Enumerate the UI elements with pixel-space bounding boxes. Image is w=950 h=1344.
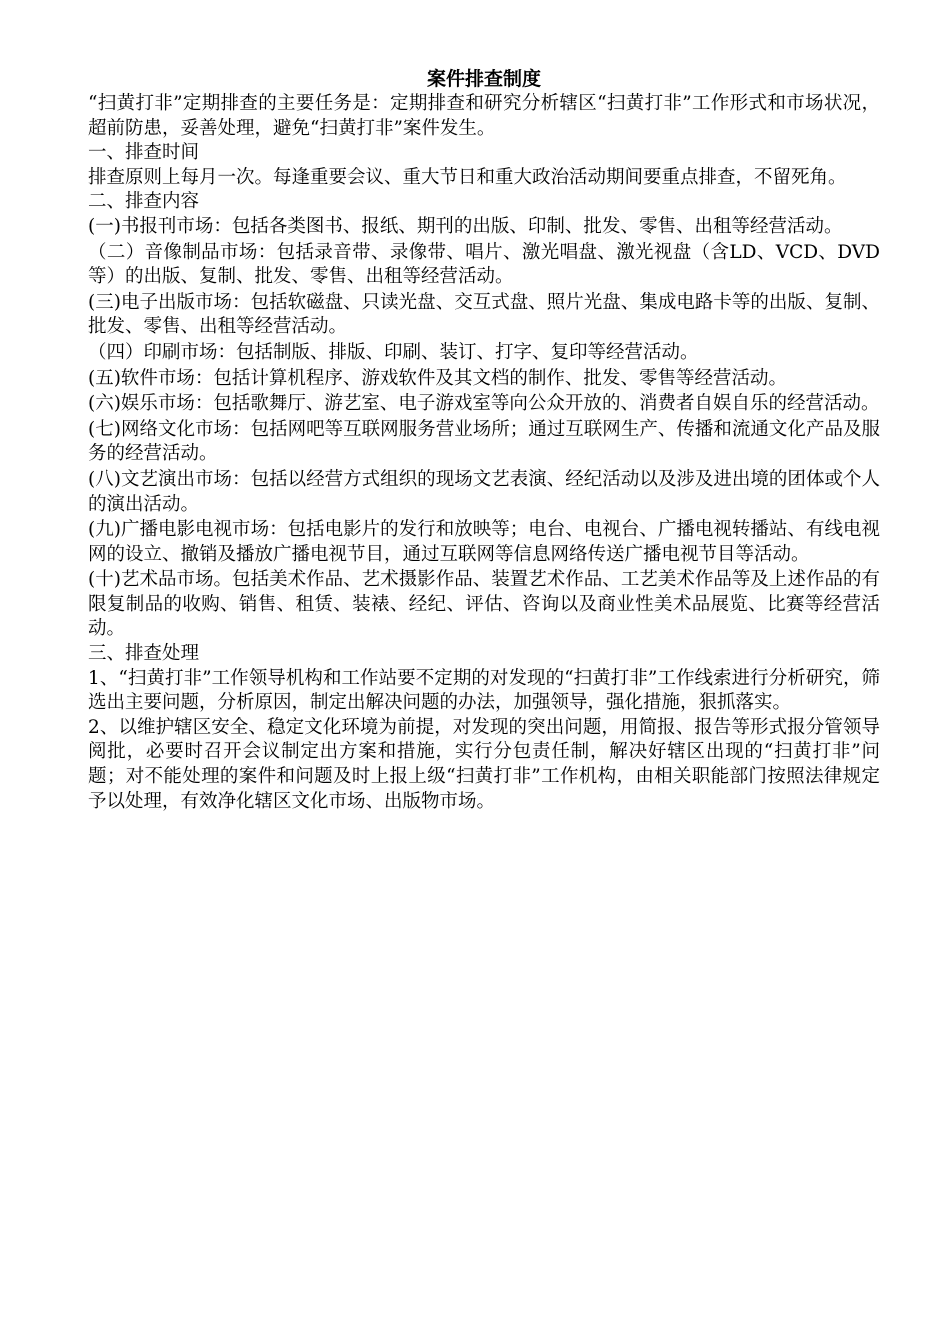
document-page [88,66,880,814]
content-item-art: (十)艺术品市场。包括美术作品、艺术摄影作品、装置艺术作品、工艺美术作品等及上述作品的有限复制品的收购、销售、租赁、装裱、经纪、评估、咨询以及商业性美术品展览、比赛等经营活动。 [88,569,880,640]
content-item-books: (一)书报刊市场：包括各类图书、报纸、期刊的出版、印制、批发、零售、出租等经营活动。 [88,215,843,237]
content-item-performance: (八)文艺演出市场：包括以经营方式组织的现场文艺表演、经纪活动以及涉及进出境的团体或个人的演出活动。 [88,468,880,515]
content-item-audio-video: （二）音像制品市场：包括录音带、录像带、唱片、激光唱盘、激光视盘（含LD、VCD、DVD等）的出版、复制、批发、零售、出租等经营活动。 [88,241,880,288]
time-paragraph: 排查原则上每月一次。每逢重要会议、重大节日和重大政治活动期间要重点排查，不留死角。 [88,166,847,188]
content-item-broadcast: (九)广播电影电视市场：包括电影片的发行和放映等；电台、电视台、广播电视转播站、有线电视网的设立、撤销及播放广播电视节目，通过互联网等信息网络传送广播电视节目等活动。 [88,519,880,565]
section-heading-time: 一、排查时间 [88,142,200,164]
content-item-network: (七)网络文化市场：包括网吧等互联网服务营业场所；通过互联网生产、传播和流通文化产品及服务的经营活动。 [88,418,880,465]
content-item-software: (五)软件市场：包括计算机程序、游戏软件及其文档的制作、批发、零售等经营活动。 [88,367,787,389]
content-item-printing: （四）印刷市场：包括制版、排版、印刷、装订、打字、复印等经营活动。 [88,341,699,363]
document-title: 案件排查制度 [426,68,541,90]
section-heading-content: 二、排查内容 [88,191,200,213]
content-item-entertainment: (六)娱乐市场：包括歌舞厅、游艺室、电子游戏室等向公众开放的、消费者自娱自乐的经营活动。 [88,393,880,415]
content-item-electronic: (三)电子出版市场：包括软磁盘、只读光盘、交互式盘、照片光盘、集成电路卡等的出版、复制、批发、零售、出租等经营活动。 [88,291,880,338]
handling-item-1: 1、“扫黄打非”工作领导机构和工作站要不定期的对发现的“扫黄打非”工作线索进行分析研究，筛选出主要问题，分析原因，制定出解决问题的办法，加强领导，强化措施，狠抓落实。 [88,667,880,714]
section-heading-handling: 三、排查处理 [88,643,200,665]
intro-paragraph: “扫黄打非”定期排查的主要任务是：定期排查和研究分析辖区“扫黄打非”工作形式和市场状况，超前防患，妥善处理，避免“扫黄打非”案件发生。 [88,93,880,139]
handling-item-2: 2、以维护辖区安全、稳定文化环境为前提，对发现的突出问题，用简报、报告等形式报分管领导阅批，必要时召开会议制定出方案和措施，实行分包责任制，解决好辖区出现的“扫黄打非”问题；对不能处理的案件和问题及时上报上级“扫黄打非”工作机构，由相关职能部门按照法律规定予以处理，有效净化辖区文化市场、出版物市场。 [88,716,880,812]
